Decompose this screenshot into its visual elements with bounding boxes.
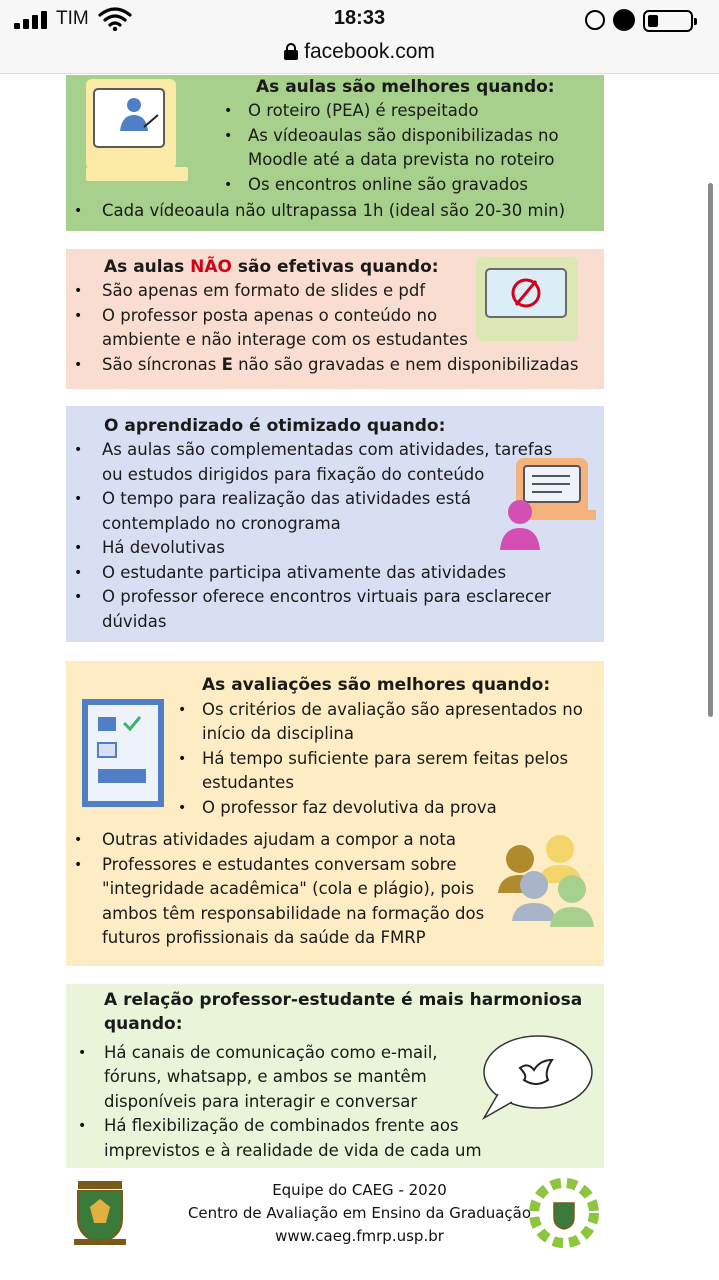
bullet: • [74, 442, 83, 458]
address-bar[interactable] [0, 40, 719, 74]
bullet: • [224, 128, 233, 144]
section-title-cont: quando: [104, 1014, 183, 1034]
list-item: As aulas são complementadas com atividades, tarefas [102, 440, 553, 459]
list-item: imprevistos e à realidade de vida de cada um [104, 1141, 482, 1160]
teacher-computer-icon [86, 79, 220, 189]
bullet: • [178, 702, 187, 718]
url-domain[interactable]: facebook.com [304, 40, 435, 63]
list-item: estudantes [202, 773, 294, 792]
section-relacao-harmoniosa [66, 984, 604, 1168]
bullet: • [224, 103, 233, 119]
section-title: As aulas são melhores quando: [256, 77, 555, 97]
bullet: • [74, 308, 83, 324]
lock-icon [284, 43, 298, 60]
status-icons [585, 8, 705, 32]
list-item: Há flexibilização de combinados frente aos [104, 1116, 459, 1135]
bullet: • [74, 203, 83, 219]
section-title: A relação professor-estudante é mais harmoniosa [104, 990, 583, 1010]
bullet: • [74, 491, 83, 507]
bullet: • [224, 177, 233, 193]
bullet: • [74, 857, 83, 873]
list-item: Os critérios de avaliação são apresentados no [202, 700, 583, 719]
bullet: • [74, 540, 83, 556]
speech-bubble-dove-icon [478, 1032, 594, 1122]
list-item: O professor oferece encontros virtuais para esclarecer [102, 587, 552, 606]
bullet: • [78, 1118, 87, 1134]
section-title: O aprendizado é otimizado quando: [104, 416, 446, 436]
list-item: Os encontros online são gravados [248, 175, 528, 194]
bullet: • [74, 357, 83, 373]
checklist-icon [82, 699, 164, 807]
list-item: O tempo para realização das atividades está [102, 489, 471, 508]
battery-icon [643, 10, 693, 32]
people-group-icon [498, 831, 598, 941]
bullet: • [178, 800, 187, 816]
student-computer-icon [496, 458, 596, 568]
bullet: • [74, 565, 83, 581]
footer-center-name: Centro de Avaliação em Ensino da Graduação [187, 1204, 532, 1222]
footer-website[interactable]: www.caeg.fmrp.usp.br [275, 1227, 444, 1245]
list-item: "integridade acadêmica" (cola e plágio), pois [102, 879, 475, 898]
bullet: • [74, 283, 83, 299]
list-item: Há devolutivas [102, 538, 225, 557]
status-bar [0, 0, 719, 40]
list-item: Há canais de comunicação como e-mail, [104, 1043, 438, 1062]
bullet: • [178, 751, 187, 767]
rotation-lock-icon [585, 10, 605, 30]
carrier-name: TIM [56, 8, 89, 29]
list-item: dúvidas [102, 612, 167, 631]
list-item: contemplado no cronograma [102, 514, 341, 533]
section-title: As avaliações são melhores quando: [202, 675, 551, 695]
bullet: • [74, 589, 83, 605]
prohibited-computer-icon [476, 257, 578, 341]
list-item: Outras atividades ajudam a compor a nota [102, 830, 456, 849]
list-item: início da disciplina [202, 724, 354, 743]
list-item: Professores e estudantes conversam sobre [102, 855, 457, 874]
bullet: • [78, 1045, 87, 1061]
section-aulas-nao-efetivas [66, 249, 604, 389]
list-item: Moodle até a data prevista no roteiro [248, 150, 555, 169]
list-item: Há tempo suficiente para serem feitas pelos [202, 749, 569, 768]
post-image [0, 75, 719, 1280]
list-item: disponíveis para interagir e conversar [104, 1092, 418, 1111]
list-item: O roteiro (PEA) é respeitado [248, 101, 479, 120]
footer-team: Equipe do CAEG - 2020 [272, 1181, 447, 1199]
section-aprendizado-otimizado [66, 406, 604, 642]
list-item: futuros profissionais da saúde da FMRP [102, 928, 426, 947]
list-item: As vídeoaulas são disponibilizadas no [248, 126, 559, 145]
list-item: ou estudos dirigidos para fixação do conteúdo [102, 465, 485, 484]
section-avaliacoes-melhores [66, 661, 604, 966]
list-item: O professor faz devolutiva da prova [202, 798, 497, 817]
footer [0, 1173, 719, 1280]
scrollbar[interactable] [708, 183, 713, 717]
list-item: O estudante participa ativamente das atividades [102, 563, 507, 582]
caeg-logo [524, 1173, 604, 1261]
section-aulas-melhores [66, 75, 604, 231]
list-item: São síncronas E não são gravadas e nem disponibilizadas [102, 355, 579, 374]
list-item: fóruns, whatsapp, e ambos se mantêm [104, 1067, 427, 1086]
list-item: ambos têm responsabilidade na formação dos [102, 904, 485, 923]
list-item: Cada vídeoaula não ultrapassa 1h (ideal são 20-30 min) [102, 201, 566, 220]
bullet: • [74, 832, 83, 848]
list-item: ambiente e não interage com os estudantes [102, 330, 468, 349]
list-item: São apenas em formato de slides e pdf [102, 281, 426, 300]
section-title: As aulas NÃO são efetivas quando: [104, 257, 439, 277]
list-item: O professor posta apenas o conteúdo no [102, 306, 438, 325]
alarm-icon [613, 9, 635, 31]
status-time: 18:33 [333, 7, 386, 29]
